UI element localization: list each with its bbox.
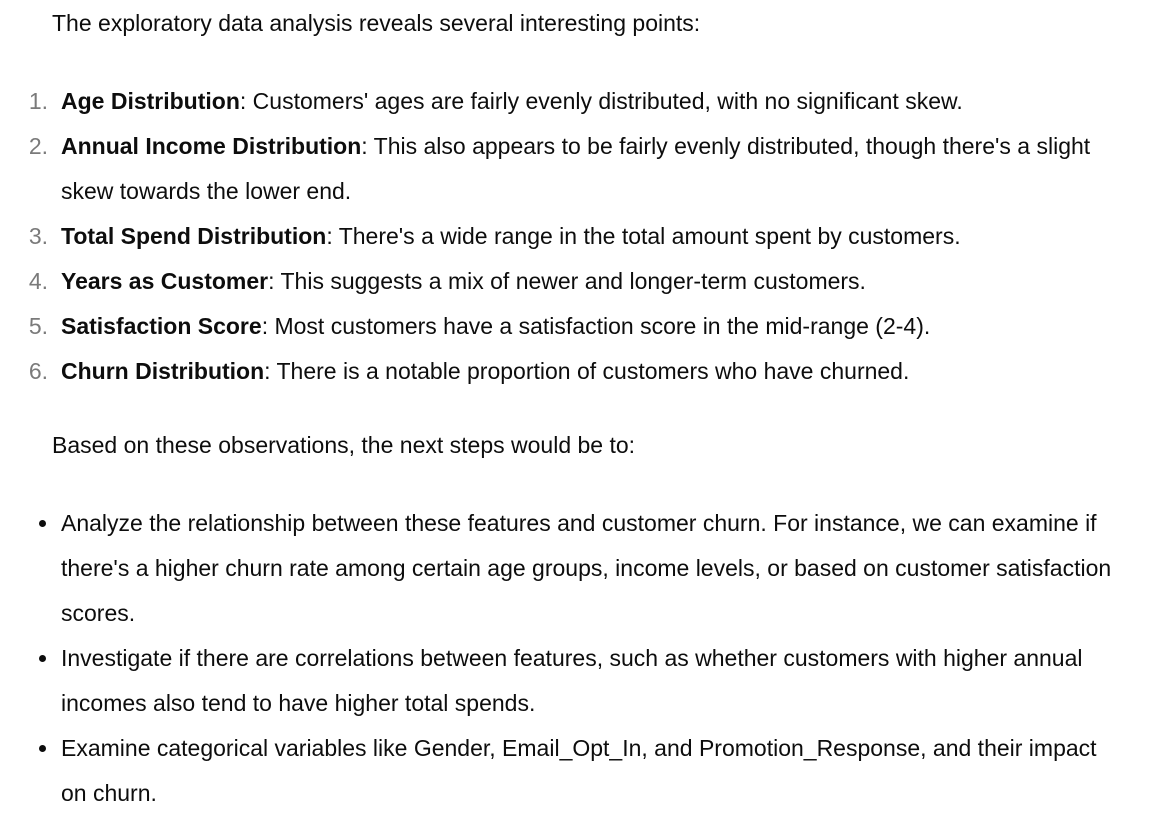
finding-term: Years as Customer — [61, 268, 269, 294]
finding-text: : There is a notable proportion of customers who have churned. — [264, 358, 910, 384]
list-item — [0, 636, 1121, 726]
list-item — [0, 501, 1121, 636]
list-number: 2. — [28, 133, 48, 159]
finding-item — [0, 349, 1121, 394]
finding-term: Annual Income Distribution — [61, 133, 362, 159]
finding-item — [0, 124, 1121, 214]
finding-text: : This also appears to be fairly evenly distributed, though there's a slight skew towards the lower end. — [61, 133, 1091, 204]
list-item-text: Analyze the relationship between these features and customer churn. For instance, we can examine if there's a higher churn rate among certain age groups, income levels, or based on customer satisfaction scores. — [61, 510, 1112, 626]
finding-item — [0, 79, 1121, 124]
list-number: 3. — [28, 223, 48, 249]
bullet-icon — [39, 655, 46, 662]
finding-term: Satisfaction Score — [61, 313, 262, 339]
bullet-icon — [39, 520, 46, 527]
intro-paragraph: The exploratory data analysis reveals several interesting points: — [52, 10, 701, 36]
bullet-icon — [39, 745, 46, 752]
list-item — [0, 726, 1121, 816]
finding-term: Total Spend Distribution — [61, 223, 327, 249]
finding-text: : This suggests a mix of newer and longer-term customers. — [268, 268, 866, 294]
finding-item — [0, 214, 1121, 259]
finding-text: : There's a wide range in the total amount spent by customers. — [326, 223, 961, 249]
list-item-text: Investigate if there are correlations between features, such as whether customers with higher annual incomes also tend to have higher total spends. — [61, 645, 1083, 716]
finding-item — [0, 259, 1121, 304]
finding-text: : Customers' ages are fairly evenly distributed, with no significant skew. — [239, 88, 963, 114]
finding-text: : Most customers have a satisfaction score in the mid-range (2-4). — [261, 313, 931, 339]
finding-term: Churn Distribution — [61, 358, 265, 384]
findings-list — [0, 79, 1158, 394]
next-steps-list — [0, 501, 1158, 816]
list-number: 6. — [28, 358, 48, 384]
list-number: 5. — [28, 313, 48, 339]
list-number: 4. — [28, 268, 48, 294]
finding-item — [0, 304, 1121, 349]
list-number: 1. — [28, 88, 48, 114]
next-steps-intro: Based on these observations, the next steps would be to: — [52, 432, 636, 458]
finding-term: Age Distribution — [61, 88, 240, 114]
list-item-text: Examine categorical variables like Gender, Email_Opt_In, and Promotion_Response, and their impact on churn. — [61, 735, 1097, 806]
